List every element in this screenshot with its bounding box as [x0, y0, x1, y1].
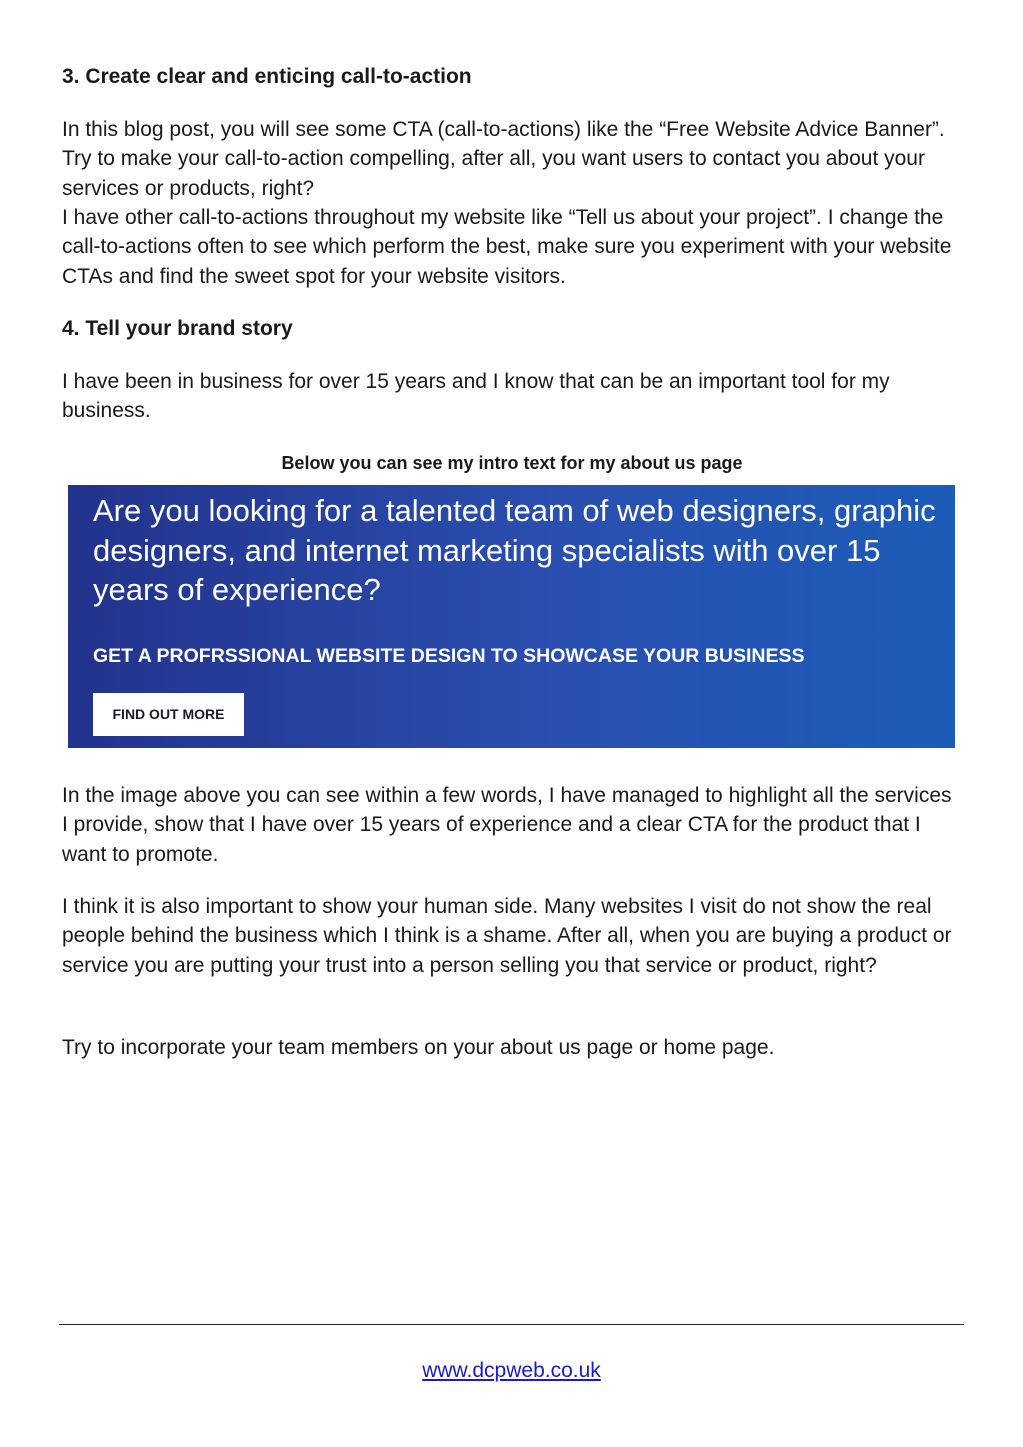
- section-4-paragraph-2: In the image above you can see within a few words, I have managed to highlight all the services I provide, show that I have over 15 years of experience and a clear CTA for the product that I want to promote.: [62, 784, 952, 866]
- section-3-paragraph-1: In this blog post, you will see some CTA (call-to-actions) like the “Free Website Advice Banner”. Try to make your call-to-action compelling, after all, you want users to contact you about your services or products, right?: [62, 118, 945, 200]
- section-4-paragraph-3: I think it is also important to show your human side. Many websites I visit do not show the real people behind the business which I think is a shame. After all, when you are buying a product or service you are putting your trust into a person selling you that service or product, right?: [62, 895, 952, 977]
- banner-subheading: GET A PROFRSSIONAL WEBSITE DESIGN TO SHOWCASE YOUR BUSINESS: [93, 645, 805, 667]
- section-3-heading: 3. Create clear and enticing call-to-action: [62, 65, 472, 88]
- footer-divider: [59, 1324, 964, 1325]
- section-3-paragraph-2: I have other call-to-actions throughout my website like “Tell us about your project”. I change the call-to-actions often to see which perform the best, make sure you experiment with your website CTAs and find the sweet spot for your website visitors.: [62, 206, 952, 288]
- section-4-paragraph-4: Try to incorporate your team members on your about us page or home page.: [62, 1036, 775, 1059]
- banner-headline: Are you looking for a talented team of web designers, graphic designers, and internet marketing specialists with over 15 years of experience?: [93, 493, 936, 607]
- section-4-paragraph-1: I have been in business for over 15 years and I know that can be an important tool for my business.: [62, 370, 890, 423]
- banner-caption: Below you can see my intro text for my about us page: [281, 453, 743, 473]
- about-us-intro-banner: [68, 485, 955, 748]
- footer: [0, 1357, 1023, 1385]
- website-link[interactable]: www.dcpweb.co.uk: [422, 1359, 601, 1382]
- find-out-more-button[interactable]: FIND OUT MORE: [93, 693, 244, 736]
- section-4-heading: 4. Tell your brand story: [62, 317, 293, 340]
